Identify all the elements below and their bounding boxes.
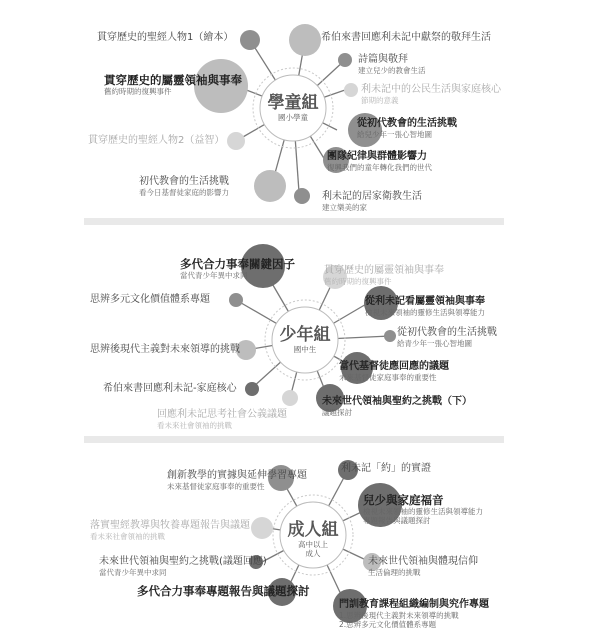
children-node-dot [254,170,286,202]
node-subtitle: 復興我們的童年轉化我們的世代 [327,163,432,172]
youth-hub-subtitle: 國中生 [293,345,317,354]
children-hub-title: 學童組 [267,93,319,113]
node-subtitle: 檢視未來領袖的靈修生活與領導能力 [365,308,485,317]
node-title: 兒少與家庭福音 [363,493,444,507]
node-title: 當代基督徒應回應的議題 [339,361,449,372]
children-node-dot [294,188,310,204]
adult-node [368,556,478,577]
node-title: 多代合力事奉關鍵因子 [180,257,295,271]
children-node-dot [338,53,352,67]
node-title: 從初代教會的生活挑戰 [357,118,457,129]
children-node-dot [344,83,358,97]
node-subtitle: 未來基督徒家庭事奉的重要性 [167,482,265,491]
children-node [327,151,432,172]
node-subtitle: 1.思辨後現代主義對未來領導的挑戰 [339,611,459,620]
node-subtitle: 當代青少年異中求同 [99,568,167,577]
node-title: 利未記中的公民生活與家庭核心 [361,84,501,95]
children-node [104,73,242,96]
children-node [97,32,233,44]
section-divider [84,436,504,443]
adult-node [341,463,431,475]
adult-node-dot [251,517,273,539]
children-node-dot [227,132,245,150]
children-hub-subtitle: 國小學童 [278,113,308,122]
node-title: 創新教學的實據與延伸學習專題 [167,470,307,481]
adult-node [339,599,489,629]
node-title: 未來世代領袖與聖約之挑戰(議題回應) [99,556,267,567]
children-node [139,176,229,197]
children-node-dot [289,24,321,56]
adult-hub-subtitle: 成人 [305,549,321,558]
node-subtitle: 節期的意義 [361,96,399,105]
node-title: 思辨多元文化價值體系專題 [90,294,210,305]
youth-node-dot [384,330,396,342]
children-node [88,135,224,147]
node-title: 門訓教育課程組織編制與究作專題 [339,599,489,610]
youth-hub-title: 少年組 [279,325,331,345]
node-subtitle: 看未來社會領袖的挑戰 [157,421,232,430]
node-subtitle: 議題探討 [322,408,352,417]
children-node [357,118,457,139]
node-subtitle: 看今日基督徒家庭的影響力 [139,188,229,197]
children-node [358,54,426,75]
node-subtitle: 未來基督徒家庭事奉的重要性 [339,373,437,382]
node-subtitle: 當代青少年異中求同 [180,271,248,280]
node-title: 思辨後現代主義對未來領導的挑戰 [90,344,240,355]
children-node [321,32,491,44]
youth-node [397,327,497,348]
youth-hub [275,325,335,354]
youth-node-dot [229,293,243,307]
youth-node [157,409,287,430]
node-title: 多代合力事奉專題報告與議題探討 [137,584,310,598]
node-title: 利未記「約」的實證 [341,463,431,474]
youth-node [180,257,295,280]
adult-node [90,520,250,541]
node-title: 從利未記看屬靈領袖與事奉 [365,296,485,307]
youth-node [322,396,472,417]
node-subtitle: 2.思辨多元文化價值體系專題 [339,620,437,629]
node-title: 希伯來書回應利未記中獻祭的敬拜生活 [321,32,491,43]
node-subtitle: 建立兒少的教會生活 [358,66,426,75]
section-divider [84,218,504,225]
youth-node [339,361,449,382]
adult-node [167,470,307,491]
node-title: 團隊紀律與群體影響力 [327,151,427,162]
node-subtitle: 給青少年一張心智地圖 [397,339,472,348]
node-subtitle: 看未來社會領袖的挑戰 [90,532,165,541]
node-subtitle: 專題報告與議題探討 [363,516,431,525]
node-title: 初代教會的生活挑戰 [139,176,229,187]
node-title: 詩篇與敬拜 [358,54,408,65]
adult-node [137,584,310,598]
node-title: 回應利未記思考社會公義議題 [157,409,287,420]
node-title: 希伯來書回應利未記-家庭核心 [103,383,237,394]
adult-hub-title: 成人組 [287,520,339,540]
youth-node-dot [245,382,259,396]
adult-node [99,556,267,577]
node-subtitle: 生活倫理的挑戰 [368,568,421,577]
children-node [361,84,501,105]
node-title: 未來世代領袖與體現信仰 [368,556,478,567]
children-hub [263,93,323,122]
node-subtitle: 舊約時期的復興事件 [324,277,392,286]
node-subtitle: 建立樂美的家 [322,203,367,212]
node-title: 落實聖經教導與牧養專題報告與議題 [90,520,250,531]
node-title: 從初代教會的生活挑戰 [397,327,497,338]
youth-node [90,344,240,356]
adult-hub [283,520,343,558]
youth-node [365,296,485,317]
youth-node-dot [282,390,298,406]
node-title: 貫穿歷史的屬靈領袖與事奉 [104,73,242,87]
children-node [322,191,422,212]
node-subtitle: 舊約時期的復興事件 [104,87,172,96]
node-title: 貫穿歷史的聖經人物1（繪本） [97,32,234,43]
adult-node [363,493,483,525]
node-title: 貫穿歷史的聖經人物2（益智） [88,135,225,146]
node-title: 利未記的居家衛教生活 [322,191,422,202]
node-title: 貫穿歷史的屬靈領袖與事奉 [324,265,444,276]
node-subtitle: 給兒少年一張心智地圖 [357,130,432,139]
adult-hub-subtitle: 高中以上 [298,540,328,549]
node-title: 未來世代領袖與聖約之挑戰（下） [322,396,472,407]
youth-node [324,265,444,286]
children-node-dot [240,30,260,50]
node-subtitle: 檢視未來領袖的靈修生活與領導能力 [363,507,483,516]
youth-node [103,383,237,395]
youth-node [90,294,210,306]
